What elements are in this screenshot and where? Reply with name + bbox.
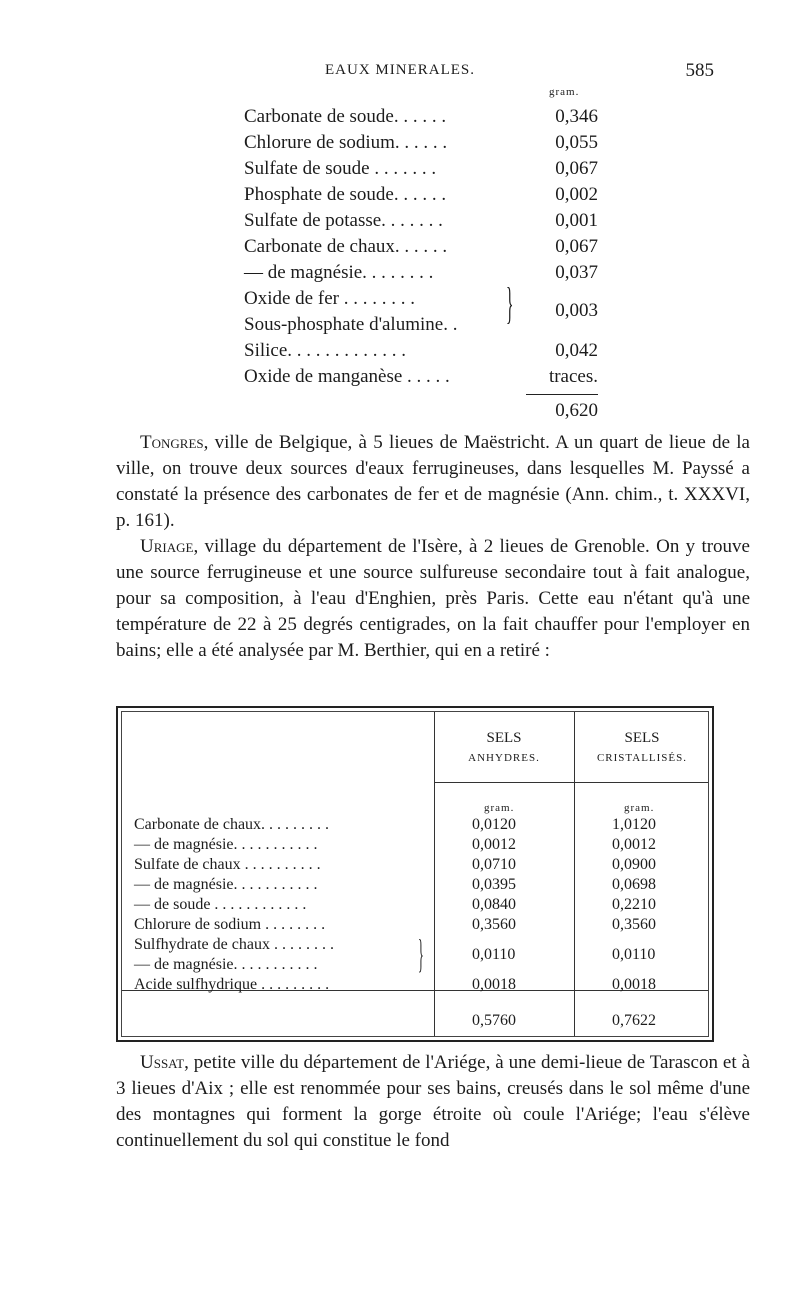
total-rule xyxy=(526,394,598,395)
unit-label: gram. xyxy=(624,802,655,814)
list-item: Phosphate de soude. . . . . . 0,002 xyxy=(244,184,598,205)
table-row: — de magnésie. . . . . . . . . . . 0,0012 0,0012 xyxy=(134,836,656,853)
paragraph-tongres: Tongres, ville de Belgique, à 5 lieues de Maëstricht. A un quart de lieue de la ville, on trouve deux sources d'eaux ferrugineuses, dans lesquelles M. Payssé a constaté la présence des carbonates de fer et de magnésie (Ann. chim., t. XXXVI, p. 161). xyxy=(116,432,750,531)
table-row: Sulfhydrate de chaux . . . . . . . . xyxy=(134,936,334,953)
list-item: Chlorure de sodium. . . . . . 0,055 xyxy=(244,132,598,153)
place-name: Tongres xyxy=(140,432,204,453)
list-item: — de magnésie. . . . . . . . 0,037 xyxy=(244,262,598,283)
unit-label: gram. xyxy=(549,86,580,98)
running-head: EAUX MINERALES. xyxy=(325,62,475,78)
paragraph-uriage: Uriage, village du département de l'Isère, à 2 lieues de Grenoble. On y trouve une source ferrugineuse et une source sulfureuse secondaire tout à fait analogue, pour sa composition, à l'eau d'Enghien, près Paris. Cette eau n'étant qu'à une température de 22 à 25 degrés centigrades, on la fait chauffer pour l'employer en bains; elle a été analysée par M. Berthier, qui en a retiré : xyxy=(116,536,750,661)
bracket-value-row: 0,0110 0,0110 xyxy=(472,946,656,963)
table-row: Chlorure de sodium . . . . . . . . 0,3560 0,3560 xyxy=(134,916,656,933)
place-name: Ussat xyxy=(140,1052,185,1073)
list-item: Oxide de fer . . . . . . . . xyxy=(244,288,415,309)
brace-icon: } xyxy=(418,931,424,976)
brace-icon: } xyxy=(506,279,514,328)
table-row: — de magnésie. . . . . . . . . . . 0,0395 0,0698 xyxy=(134,876,656,893)
list-item: Sulfate de potasse. . . . . . . 0,001 xyxy=(244,210,598,231)
body-text xyxy=(116,430,750,664)
list-item: Oxide de manganèse . . . . . traces. xyxy=(244,366,598,387)
body-text xyxy=(116,1050,750,1154)
paragraph-ussat: Ussat, petite ville du département de l'Ariége, à une demi-lieue de Tarascon et à 3 lieues d'Aix ; elle est renommée pour ses bains, creusés dans le sol même d'une des montagnes qui forment la gorge étroite où coule l'Ariége; l'eau s'élève continuellement du sol qui constitue le fond xyxy=(116,1052,750,1151)
table-row: — de magnésie. . . . . . . . . . . xyxy=(134,956,318,973)
list-item: Carbonate de soude. . . . . . 0,346 xyxy=(244,106,598,127)
table-row: Sulfate de chaux . . . . . . . . . . 0,0710 0,0900 xyxy=(134,856,656,873)
table-total-row: 0,5760 0,7622 xyxy=(472,1012,656,1029)
table-frame xyxy=(121,711,709,1037)
list-total: 0,620 xyxy=(555,400,598,421)
column-header-cristallises: SELS CRISTALLISÉS. xyxy=(596,730,688,764)
table-row: Acide sulfhydrique . . . . . . . . . 0,0018 0,0018 xyxy=(134,976,656,993)
analysis-table xyxy=(116,706,714,1042)
column-header-anhydres: SELS ANHYDRES. xyxy=(468,730,540,764)
place-name: Uriage xyxy=(140,536,194,557)
list-item: Silice. . . . . . . . . . . . . 0,042 xyxy=(244,340,598,361)
list-item: Sous-phosphate d'alumine. . xyxy=(244,314,458,335)
table-row: Carbonate de chaux. . . . . . . . . 0,0120 1,0120 xyxy=(134,816,656,833)
header-rule xyxy=(434,782,708,783)
page-number: 585 xyxy=(685,60,714,81)
bracket-value-row: 0,003 xyxy=(555,300,598,321)
table-row: — de soude . . . . . . . . . . . . 0,0840 0,2210 xyxy=(134,896,656,913)
list-item: Carbonate de chaux. . . . . . 0,067 xyxy=(244,236,598,257)
unit-label: gram. xyxy=(484,802,515,814)
list-item: Sulfate de soude . . . . . . . 0,067 xyxy=(244,158,598,179)
